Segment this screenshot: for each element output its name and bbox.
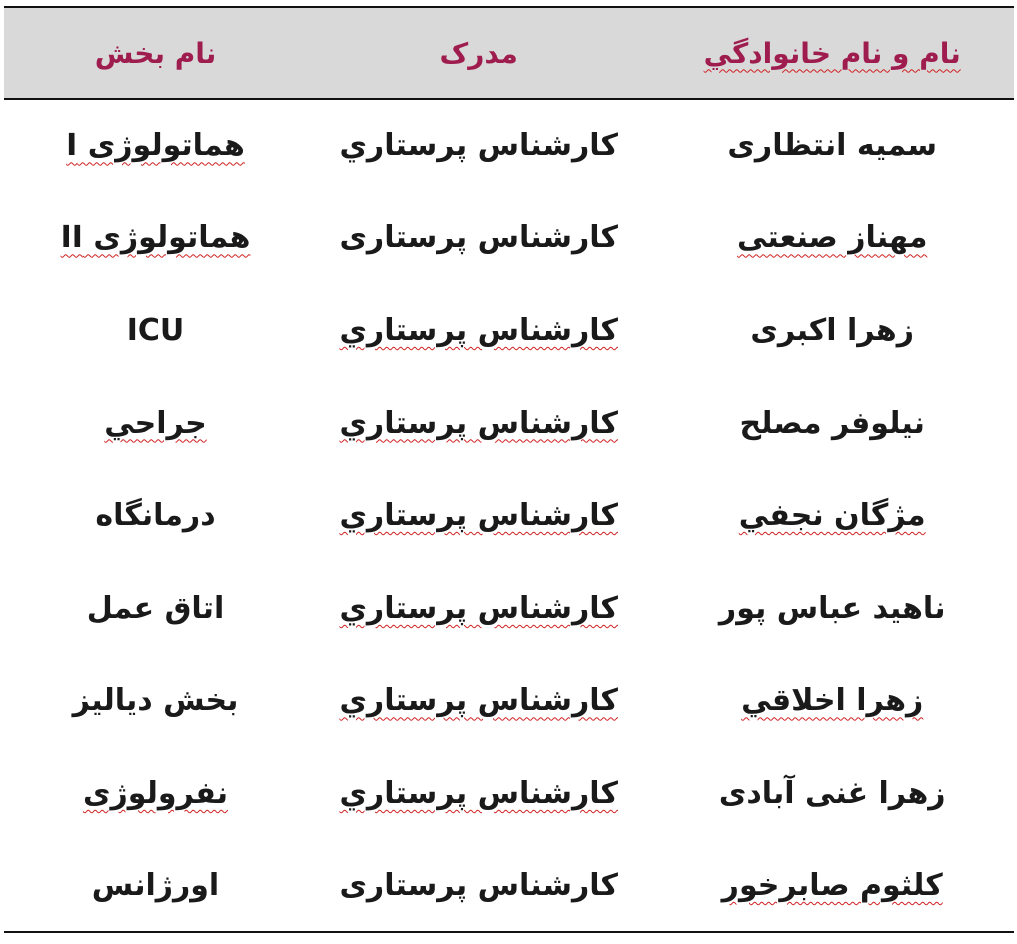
cell-degree (307, 469, 650, 562)
cell-name: زهرا غنی آبادی (718, 775, 946, 811)
cell-degree: كارشناس پرستاری (307, 840, 650, 933)
cell-name-text: مژگان نجفي (738, 498, 926, 534)
table-row (4, 377, 1014, 470)
cell-department: درمانگاه (95, 498, 216, 534)
cell-name: نیلوفر مصلح (739, 405, 925, 441)
cell-degree-text: كارشناس پرستاري (339, 683, 618, 719)
table-row (4, 469, 1014, 562)
cell-department: ICU (126, 312, 185, 348)
table-row (4, 655, 1014, 748)
staff-table (4, 6, 1014, 933)
cell-degree: كارشناس پرستاری (339, 220, 618, 256)
cell-department-text: نفرولوژی (83, 775, 229, 811)
table-row (4, 99, 1014, 192)
table-row (4, 840, 1014, 933)
cell-degree-text: كارشناس پرستاري (339, 775, 618, 811)
cell-name (650, 840, 1014, 933)
cell-name (650, 655, 1014, 748)
cell-department (4, 192, 307, 285)
cell-name: ناهید عباس پور (718, 590, 946, 626)
cell-department (4, 747, 307, 840)
table-row (4, 562, 1014, 655)
cell-department: اتاق عمل (86, 590, 225, 626)
table-row (4, 747, 1014, 840)
cell-name: زهرا اکبری (750, 312, 914, 348)
cell-name-text: کلثوم صابرخور (721, 868, 943, 904)
cell-degree-text: كارشناس پرستاري (339, 590, 618, 626)
header-row (4, 7, 1014, 99)
header-name-text: نام و نام خانوادگي (703, 36, 961, 70)
table-row (4, 192, 1014, 285)
cell-degree-text: كارشناس پرستاري (339, 312, 618, 348)
table-body (4, 99, 1014, 932)
table-header (4, 7, 1014, 99)
cell-name-text: زهرا اخلاقي (741, 683, 924, 719)
cell-department (4, 99, 307, 192)
header-degree: مدرک (307, 7, 650, 99)
cell-degree (307, 747, 650, 840)
cell-degree-text: كارشناس پرستاري (339, 498, 618, 534)
cell-degree (307, 562, 650, 655)
cell-degree (307, 377, 650, 470)
header-name (650, 7, 1014, 99)
cell-department: اورژانس (4, 840, 307, 933)
cell-degree (307, 284, 650, 377)
staff-table-container (4, 6, 1014, 933)
header-department: نام بخش (4, 7, 307, 99)
cell-name (650, 469, 1014, 562)
cell-name (650, 192, 1014, 285)
cell-name: سمیه انتظاری (727, 128, 937, 164)
cell-department-text: هماتولوژی II (60, 220, 251, 256)
cell-degree: كارشناس پرستاري (339, 128, 618, 164)
cell-degree (307, 655, 650, 748)
cell-degree-text: كارشناس پرستاري (339, 405, 618, 441)
cell-name-text: مهناز صنعتی (737, 220, 928, 256)
cell-department: بخش دیالیز (72, 683, 239, 719)
table-row (4, 284, 1014, 377)
cell-department (4, 377, 307, 470)
cell-department-text: هماتولوژی I (66, 128, 245, 164)
cell-department-text: جراحي (104, 405, 207, 441)
